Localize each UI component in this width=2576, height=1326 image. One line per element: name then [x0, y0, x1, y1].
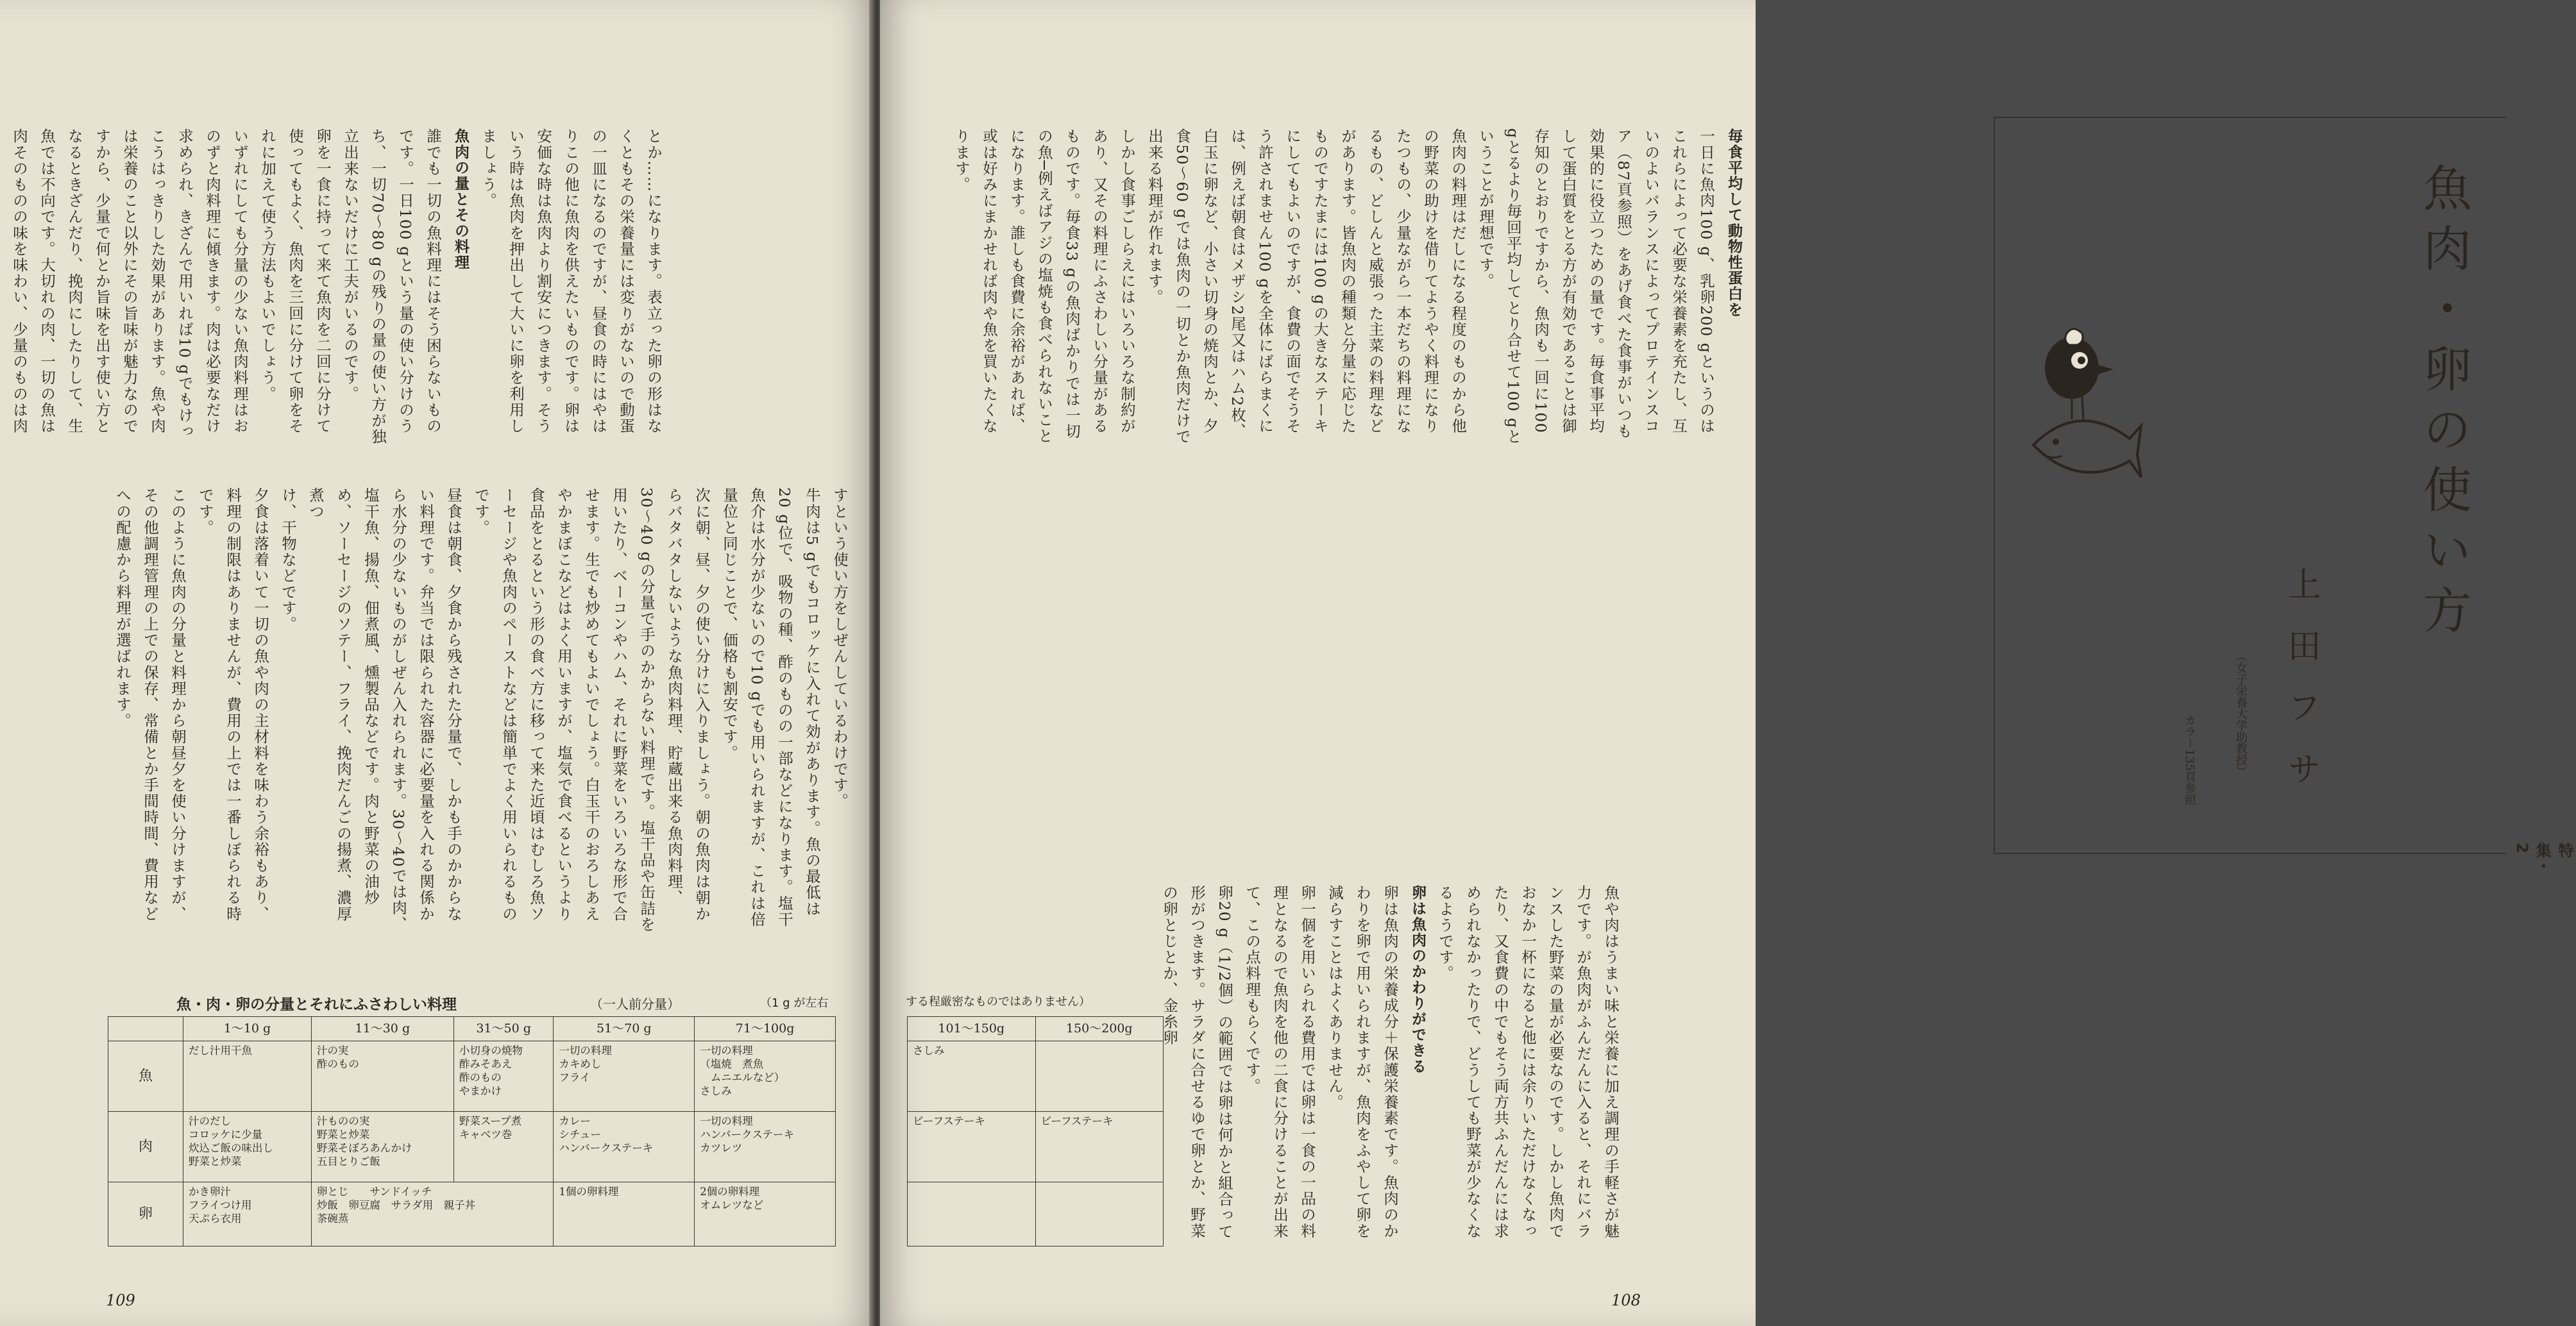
special-feature-label: 特 集・2	[2513, 843, 2573, 873]
table-cell: ビーフステーキ	[1035, 1112, 1164, 1182]
table-cell: 一切の料理 ハンバークステーキ カツレツ	[695, 1112, 836, 1182]
table-cell: 一切の料理 （塩焼 煮魚 ムニエルなど） さしみ	[695, 1041, 836, 1112]
table-row	[108, 1112, 836, 1182]
row-label: 肉	[108, 1112, 183, 1182]
row-label: 魚	[108, 1041, 183, 1112]
table-cell: 汁の実 酢のもの	[311, 1041, 453, 1112]
paragraph: 卵は魚肉の栄養成分＋保護栄養素です。魚肉のかわりを卵で用いられますが、魚肉をふやして卵を減らすことはよくありません。	[1326, 885, 1399, 1239]
table-header-row	[108, 1017, 836, 1041]
table-cell: さしみ	[908, 1041, 1036, 1112]
table-row	[108, 1182, 836, 1246]
table-header: 31〜50 g	[453, 1017, 554, 1041]
paragraph: すという使い方をしぜんしているわけです。	[831, 487, 849, 809]
right-lower-text	[1160, 885, 1624, 1244]
table-cell: 野菜スープ煮 キャベツ巻	[453, 1112, 554, 1182]
page-number: 109	[106, 1291, 135, 1309]
author-name: 上田フサ	[2282, 567, 2320, 813]
table-header: 11〜30 g	[311, 1017, 453, 1041]
paragraph: 魚肉の料理はだしになる程度のものから他の野菜の助けを借りてようやく料理になりたつもの、少量ながら一本だちの料理になるもの、どしんと威張った主菜の料理などがあります。皆魚肉の種類と分量に応じたものですたまには100 gの大きなステーキにしてもよいのですが、食費の面でそうそう許されません100 gを全体にばらまくには、例えば朝食はメザシ2尾又はハム2枚、白玉に卵など、小さい切身の焼肉とか、夕食50〜60 gでは魚肉の一切とか魚肉だけで出来る料理が作れます。	[1146, 128, 1467, 445]
table-header	[108, 1017, 183, 1041]
title-box	[1994, 117, 2573, 873]
table-row	[908, 1182, 1164, 1246]
table-header: 150〜200g	[1035, 1017, 1164, 1041]
table-subcaption: （一人前分量）	[590, 996, 680, 1012]
paragraph: 誰でも一切の魚料理にはそう困らないものです。一日100 gという量の使い分けのうち、一切70〜80 gの残りの量の使い方が独立出来ないだけに工夫がいるのです。	[341, 128, 442, 445]
table-row	[908, 1112, 1164, 1182]
paragraph: 一日に魚肉100 g、乳卵200 gというのはこれらによって必要な栄養素を充たし、互いのよいバランスによってプロテインスコア（87頁参照）をあげ食べた食事がいつも効果的に役立つための量です。毎食事平均して蛋白質をとる方が有効であることは御存知のとおりですから、魚肉も一回に100 gとるより毎回平均してとり合せて100 gということが理想です。	[1477, 128, 1715, 445]
paragraph: とか……になります。表立った卵の形はなくともその栄養量には変りがないので動蛋の一皿になるのですが、昼食の時にはやはりこの他に魚肉を供えたいものです。卵は安価な時は魚肉より割安につきます。そういう時は魚肉を押出して大いに卵を利用しましょう。	[479, 128, 663, 434]
left-upper-text	[10, 128, 667, 449]
section-heading: 毎食平均して動物性蛋白を	[1725, 128, 1742, 318]
table-cell	[1035, 1182, 1164, 1246]
article-title: 魚肉・卵の使い方	[2415, 163, 2472, 645]
table-cell: 2個の卵料理 オムレツなど	[695, 1182, 836, 1246]
table-cell: 卵とじ サンドイッチ 炒飯 卵豆腐 サラダ用 親子丼 茶碗蒸	[311, 1182, 554, 1246]
paragraph: け、干物などです。	[279, 487, 297, 632]
table-header: 101〜150g	[908, 1017, 1036, 1041]
table-cell	[1035, 1041, 1164, 1112]
table-cell: 汁ものの実 野菜と炒菜 野菜そぼろあんかけ 五目とりご飯	[311, 1112, 453, 1182]
paragraph: 卵を一食に持って来て魚肉を二回に分けて使ってもよく、魚肉を三回に分けて卵をそれに加えて使う方法もよいでしょう。	[258, 128, 332, 434]
paragraph: 夕食は落着いて一切の魚や肉の主材料を味わう余裕もあり、料理の制限はありませんが、費用の上では一番しぼられる時です。	[196, 487, 269, 922]
table-header: 1〜10 g	[183, 1017, 312, 1041]
section-heading: 魚肉の量とその料理	[452, 128, 469, 271]
author-affiliation: （女子栄養大学助教授）	[2234, 650, 2248, 777]
table-header: 71〜100g	[695, 1017, 836, 1041]
paragraph: しかし食事ごしらえにはいろいろな制約があり、又その料理にふさわしい分量があるものです。毎食33 gの魚肉ばかりでは一切の魚─例えばアジの塩焼も食べられないことになります。誰しも食費に余裕があれば、或は好みにまかせれば肉や魚を買いたくなります。	[953, 128, 1136, 444]
table-row	[108, 1041, 836, 1112]
paragraph: 卵20 g（1/2個）の範囲では卵は何かと組合って形がつきます。サラダに合せるゆで卵とか、野菜の卵とじとか、金糸卵	[1160, 885, 1233, 1240]
paragraph: このように魚肉の分量と料理から朝昼夕を使い分けますが、その他調理管理の上での保存、常備とか手間時間、費用などへの配慮から料理が選ばれます。	[114, 487, 187, 922]
section-heading: 卵は魚肉のかわりができる	[1409, 885, 1426, 1075]
right-upper-text	[901, 128, 1747, 449]
table-row	[908, 1041, 1164, 1112]
bird-on-fish-illustration	[2027, 330, 2142, 483]
table-cell: かき卵汁 フライつけ用 天ぷら衣用	[183, 1182, 312, 1246]
table-cell: 1個の卵料理	[554, 1182, 695, 1246]
paragraph: いずれにしても分量の少ない魚肉料理はおのずと肉料理に傾きます。肉は必要なだけ求められ、きざんで用いれば10 gでもけっこうはっきりした効果があります。魚や肉は栄養のこと以外にその旨味が魅力なのですから、少量で何とか旨味を出す使い方となるときざんだり、挽肉にしたりして、生魚では不向です。大切れの肉、一切の魚は肉そのものの味を味わい、少量のものは肉	[10, 128, 249, 440]
table-header-row	[908, 1017, 1164, 1041]
page-number: 108	[1611, 1291, 1641, 1309]
table-side-note: （1 g が左右	[760, 996, 829, 1010]
amount-dish-table-continued	[907, 1016, 1164, 1246]
color-page-reference: カラー135頁参照	[2183, 714, 2196, 806]
table-cell: だし汁用干魚	[183, 1041, 312, 1112]
table-cell: 一切の料理 カキめし フライ	[554, 1041, 695, 1112]
paragraph: 卵一個を用いられる費用では卵は一食の一品の料理となるので魚肉を他の二食に分けることが出来て、この点料理もらくです。	[1243, 885, 1316, 1239]
table-note: する程厳密なものではありません）	[906, 995, 1090, 1009]
table-cell: 汁のだし コロッケに少量 炊込ご飯の味出し 野菜と炒菜	[183, 1112, 312, 1182]
table-cell: ビーフステーキ	[908, 1112, 1036, 1182]
table-header: 51〜70 g	[554, 1017, 695, 1041]
table-cell	[908, 1182, 1036, 1246]
left-lower-text	[96, 487, 853, 936]
amount-dish-table	[108, 1016, 836, 1246]
table-cell: 小切身の焼物 酢みそあえ 酢のもの やまかけ	[453, 1041, 554, 1112]
table-cell: カレー シチュー ハンバークステーキ	[554, 1112, 695, 1182]
paragraph: 魚や肉はうまい味と栄養に加え調理の手軽さが魅力です。が魚肉がふんだんに入ると、それにバランスした野菜の量が必要なのです。しかし魚肉でおなか一杯になると他には余りいただけなくなったり、又食費の中でもそう両方共ふんだんには求められなかったりで、どうしても野菜が少なくなるようです。	[1436, 885, 1620, 1239]
table-caption: 魚・肉・卵の分量とそれにふさわしい料理	[176, 996, 457, 1013]
paragraph: 次に朝、昼、夕の使い分けに入りましょう。朝の魚肉は朝からバタバタしないような魚肉料理、貯蔵出来る魚肉料理、30〜40 gの分量で手のかからない料理です。塩干品や缶詰を用いたり、ベーコンやハム、それに野菜をいろいろな形で合せます。生でも炒めてもよいでしょう。白玉干のおろしあえやかまぼこなどはよく用いますが、塩気で食べるというより食品をとるという形の食べ方に移って来た近頃はむしろ魚ソーセージや魚肉のペーストなどは簡単でよく用いられるものです。	[472, 487, 711, 933]
paragraph: 昼食は朝食、夕食から残された分量で、しかも手のかからない料理です。弁当では限られた容器に必要量を入れる関係から水分の少ないものがしぜん入れられます。30〜40では肉、塩干魚、揚魚、佃煮風、燻製品などです。肉と野菜の油炒め、ソーセージのソテー、フライ、挽肉だんごの揚煮、濃厚煮つ	[307, 487, 462, 932]
row-label: 卵	[108, 1182, 183, 1246]
paragraph: 牛肉は5 gでもコロッケに入れて効があります。魚の最低は20 g位で、吸物の種、酢のものの一部などになります。塩干魚介は水分が少ないので10 gでも用いられますが、これは倍量位と同じことで、価格も割安です。	[720, 487, 821, 928]
right-page	[880, 0, 2573, 1326]
left-page	[0, 0, 874, 1326]
